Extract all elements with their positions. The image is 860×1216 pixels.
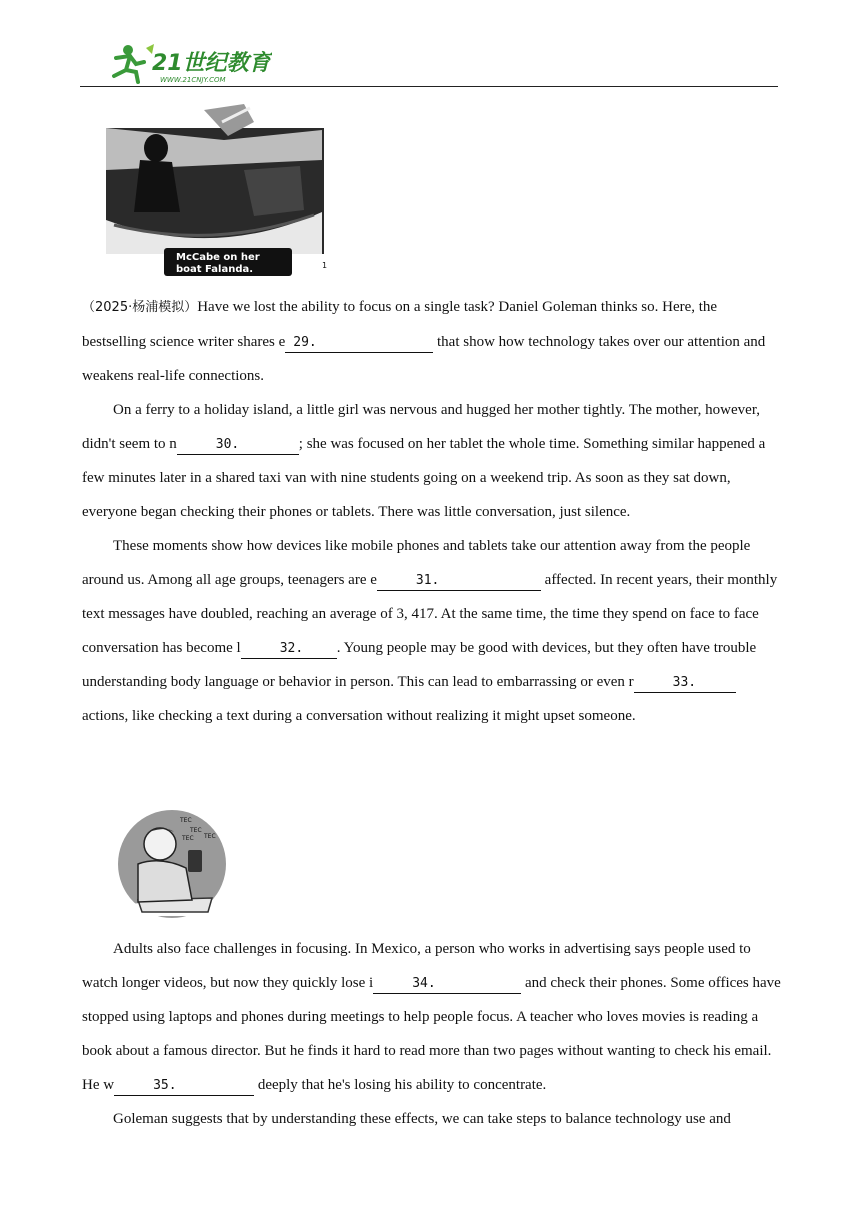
paragraph-2 xyxy=(82,393,782,529)
site-logo xyxy=(102,42,272,84)
logo-text: 21世纪教育 xyxy=(152,51,271,76)
blank-29[interactable]: 29. xyxy=(285,334,433,353)
blank-35[interactable]: 35. xyxy=(114,1077,254,1096)
paragraph-1-text: Have we lost the ability to focus on a single task? Daniel Goleman thinks so. Here, the bestselling science writer shares e xyxy=(82,299,718,350)
passage-part2 xyxy=(82,932,782,1136)
paragraph-4-text-3: deeply that he's losing his ability to concentrate. xyxy=(254,1077,547,1093)
running-man-icon xyxy=(114,44,154,82)
tec-label-2: TEC xyxy=(190,827,202,834)
paragraph-1 xyxy=(82,290,782,393)
passage-part1 xyxy=(82,290,782,733)
paragraph-5-text: Goleman suggests that by understanding these effects, we can take steps to balance technology use and xyxy=(113,1111,731,1127)
paragraph-4-text: Adults also face challenges in focusing. In Mexico, a person who works in advertising says people used to watch longer videos, but now they quickly lose i xyxy=(82,941,751,991)
paragraph-3-text-4: actions, like checking a text during a conversation without realizing it might upset someone. xyxy=(82,708,636,724)
tec-label-3: TEC xyxy=(182,835,194,842)
boat-photo xyxy=(104,100,328,278)
blank-34[interactable]: 34. xyxy=(373,975,521,994)
tec-label-4: TEC xyxy=(204,833,216,840)
paragraph-4 xyxy=(82,932,782,1102)
logo-url: WWW.21CNJY.COM xyxy=(160,76,226,84)
blank-32[interactable]: 32. xyxy=(241,640,337,659)
blank-33[interactable]: 33. xyxy=(634,674,736,693)
paragraph-2-text: On a ferry to a holiday island, a little girl was nervous and hugged her mother tightly. The mother, however, didn't seem to n xyxy=(82,402,760,452)
paragraph-4-text-2: and check their phones. Some offices have stopped using laptops and phones during meetings to help people focus. A teacher who loves movies is reading a book about a famous director. But he finds it hard to read more than two pages without wanting to check his email. He w xyxy=(82,975,781,1093)
page-header xyxy=(80,40,778,87)
paragraph-3-text: These moments show how devices like mobile phones and tablets take our attention away from the people around us. Among all age groups, teenagers are e xyxy=(82,538,751,588)
paragraph-3-text-2: affected. In recent years, their monthly text messages have doubled, reaching an average of 3, 417. At the same time, the time they spend on face to face conversation has become l xyxy=(82,572,778,656)
caption-line2: boat Falanda. xyxy=(176,264,254,275)
paragraph-5 xyxy=(82,1102,782,1136)
paragraph-2-text-end: ; she was focused on her tablet the whole time. Something similar happened a few minutes later in a shared taxi van with nine students going on a weekend trip. As soon as they sat down, everyone began checking their phones or tablets. There was little conversation, just silence. xyxy=(82,436,766,520)
caption-line1: McCabe on her xyxy=(176,252,260,263)
tec-label-1: TEC xyxy=(180,817,192,824)
caption-mark: 1 xyxy=(322,261,328,270)
paragraph-3-text-3: . Young people may be good with devices, but they often have trouble understanding body language or behavior in person. This can lead to embarrassing or even r xyxy=(82,640,757,690)
paragraph-1-text-end: that show how technology takes over our attention and weakens real-life connections. xyxy=(82,334,766,384)
blank-30[interactable]: 30. xyxy=(177,436,299,455)
boy-with-phone-illustration xyxy=(108,804,232,920)
source-label: （2025·杨浦模拟） xyxy=(82,300,198,315)
paragraph-3 xyxy=(82,529,782,733)
blank-31[interactable]: 31. xyxy=(377,572,541,591)
